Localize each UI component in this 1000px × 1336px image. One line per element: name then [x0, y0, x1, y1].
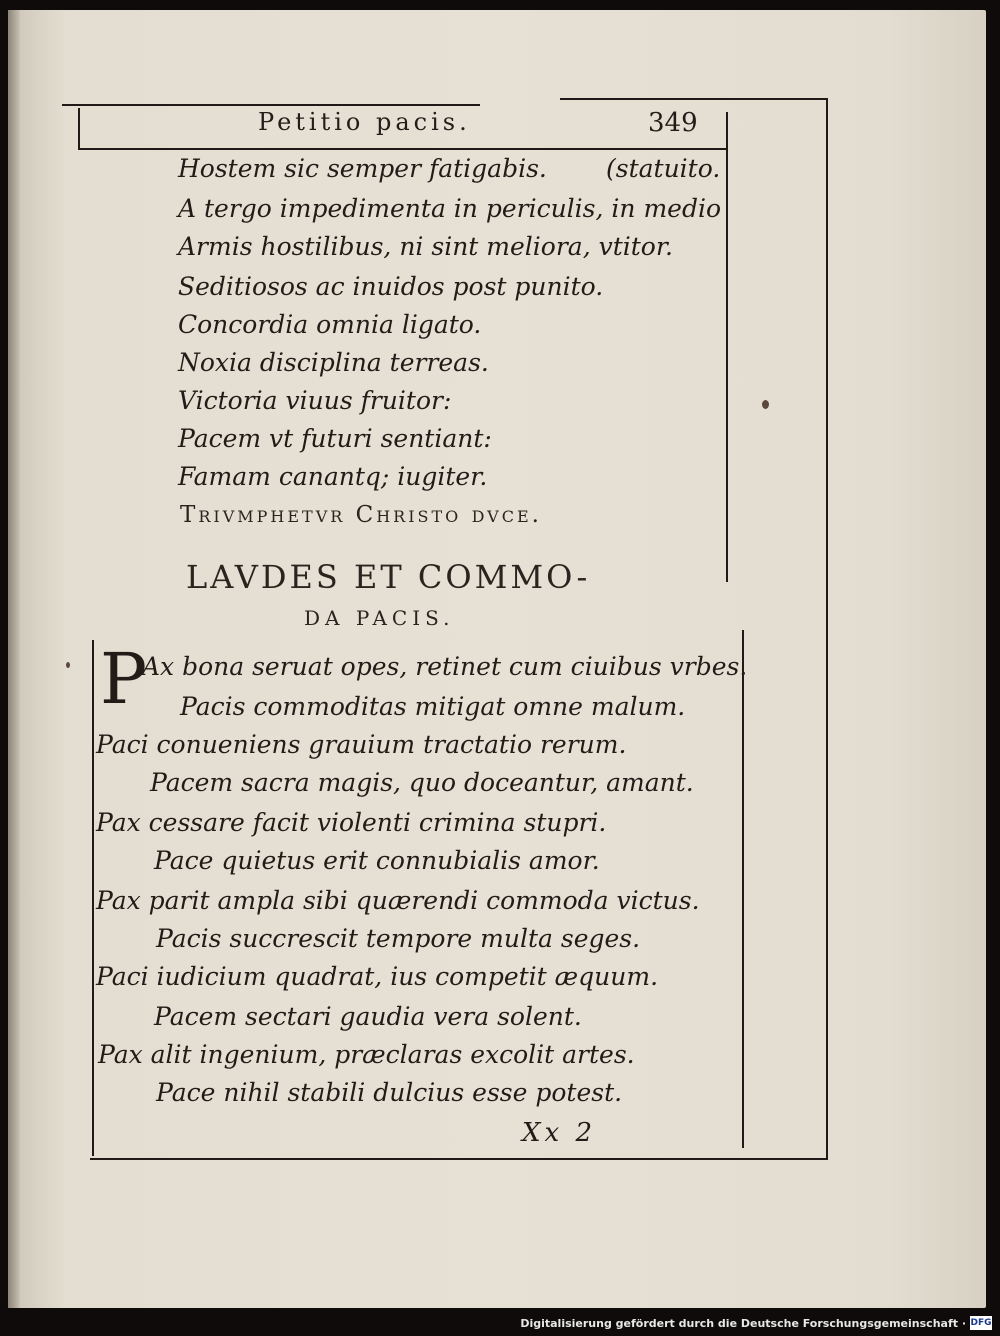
text-line: Armis hostilibus, ni sint meliora, vtitor. [178, 232, 673, 261]
frame-left [92, 640, 94, 1156]
frame-inner-right [726, 112, 728, 582]
section-title-line1: LAVDES ET COMMO- [186, 558, 591, 596]
poem-line: Pacis commoditas mitigat omne malum. [180, 692, 686, 721]
drop-cap: P [100, 638, 148, 720]
poem-line: Pax alit ingenium, præclaras excolit artes. [98, 1040, 635, 1069]
header-rule-bottom [78, 148, 728, 150]
poem-line: Paci conueniens grauium tractatio rerum. [96, 730, 627, 759]
text-line: Noxia disciplina terreas. [178, 348, 489, 377]
footer-credit: Digitalisierung gefördert durch die Deutsche Forschungsgemeinschaft · [520, 1317, 966, 1330]
signature-mark: Xx 2 [522, 1118, 596, 1148]
text-line: A tergo impedimenta in periculis, in medio [178, 194, 721, 223]
poem-line: Pacis succrescit tempore multa seges. [156, 924, 641, 953]
frame-inner-right-lower [742, 630, 744, 1148]
page-gutter [8, 10, 20, 1308]
frame-left-top [78, 108, 80, 148]
frame-bottom [90, 1158, 828, 1160]
text-line: Pacem vt futuri sentiant: [178, 424, 492, 453]
text-line-tail: (statuito. [606, 154, 721, 183]
poem-line: Ax bona seruat opes, retinet cum ciuibus vrbes. [142, 652, 748, 681]
poem-line: Pax cessare facit violenti crimina stupri. [96, 808, 607, 837]
section-title-line2: DA PACIS. [304, 606, 455, 630]
paper-spot-small [66, 662, 70, 668]
page-number: 349 [648, 108, 698, 138]
header-rule-top-right [560, 98, 828, 100]
running-head: Petitio pacis. [258, 108, 471, 136]
text-line: Concordia omnia ligato. [178, 310, 482, 339]
text-line: Famam canantq; iugiter. [178, 462, 488, 491]
closing-line: Trivmphetvr Christo dvce. [180, 502, 542, 528]
poem-line: Pacem sectari gaudia vera solent. [154, 1002, 582, 1031]
poem-line: Pax parit ampla sibi quærendi commoda victus. [96, 886, 700, 915]
text-line: Hostem sic semper fatigabis. [178, 154, 547, 183]
text-line: Victoria viuus fruitor: [178, 386, 452, 415]
poem-line: Pace nihil stabili dulcius esse potest. [156, 1078, 623, 1107]
paper-spot [762, 400, 769, 409]
dfg-logo: DFG [970, 1318, 992, 1328]
header-rule-top-left [62, 104, 480, 106]
text-line: Seditiosos ac inuidos post punito. [178, 272, 604, 301]
frame-outer-right [826, 100, 828, 1158]
poem-line: Pace quietus erit connubialis amor. [154, 846, 600, 875]
poem-line: Paci iudicium quadrat, ius competit æquum. [96, 962, 659, 991]
poem-line: Pacem sacra magis, quo doceantur, amant. [150, 768, 694, 797]
